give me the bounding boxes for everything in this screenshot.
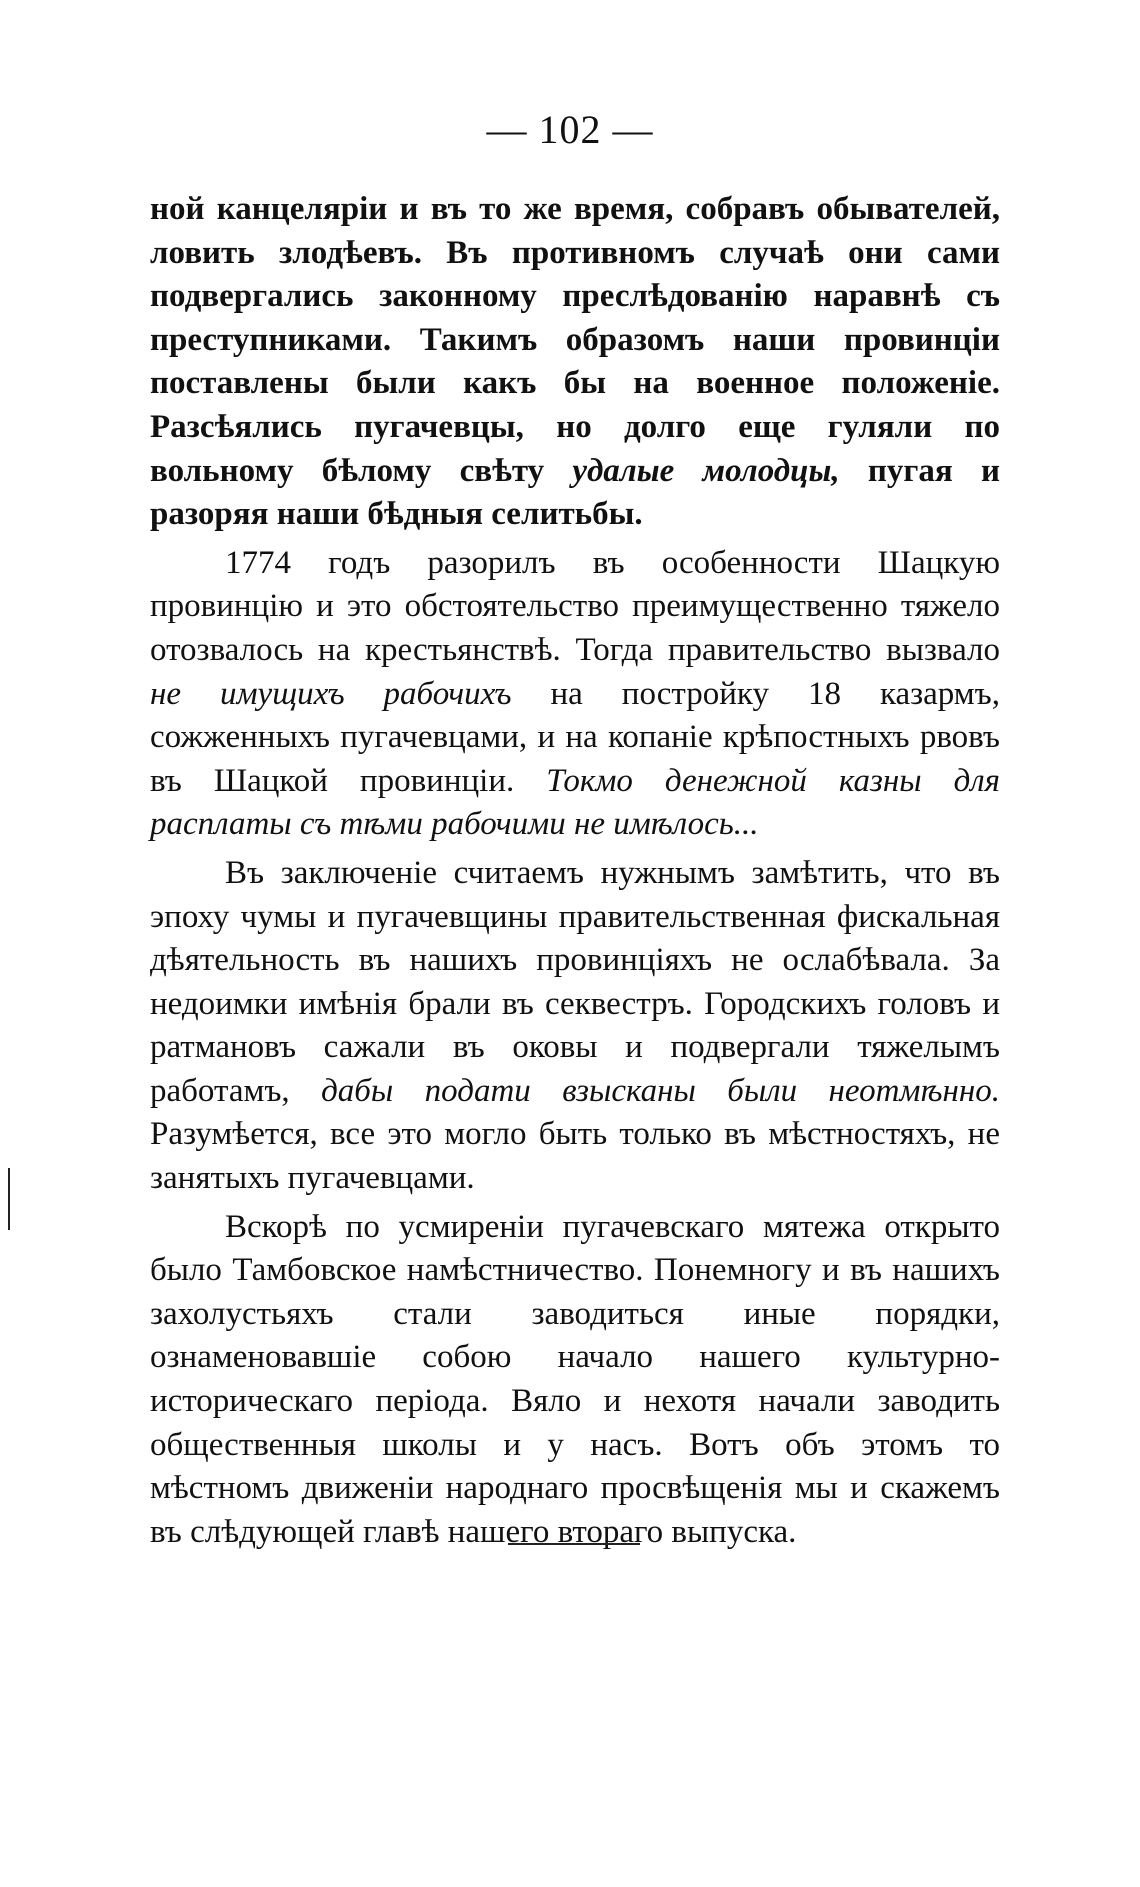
italic-phrase: удалые молодцы,: [572, 452, 840, 489]
italic-quote: Токмо денежной казны для расплаты съ тѣми рабочими не имѣлось...: [150, 762, 1000, 843]
paragraph-continuation: [150, 188, 1000, 537]
body-text: [150, 188, 1000, 1559]
paragraph-conclusion: [150, 852, 1000, 1201]
margin-mark: [8, 1168, 10, 1230]
paragraph-governorship: [150, 1206, 1000, 1555]
paragraph-text: Разумѣется, все это могло быть только въ мѣстностяхъ, не занятыхъ пугачевцами.: [150, 1116, 1000, 1197]
page-number: — 102 —: [486, 107, 654, 152]
italic-phrase: дабы подати взысканы были неотмѣнно.: [321, 1072, 1000, 1109]
paragraph-text: Вскорѣ по усмиреніи пугачевскаго мятежа открыто было Тамбовское намѣстничество. Понемногу и въ нашихъ захолустьяхъ стали заводиться иные порядки, ознаменовавшіе собою начало нашего культурно-историческаго періода. Вяло и нехотя начали заводить общественныя школы и у насъ. Вотъ объ этомъ то мѣстномъ движеніи народнаго просвѣщенія мы и скажемъ въ слѣдующей главѣ нашего втораго выпуска.: [150, 1208, 1000, 1550]
paragraph-text: 1774 годъ разорилъ въ особенности Шацкую провинцію и это обстоятельство преимущественно тяжело отозвалось на крестьянствѣ. Тогда правительство вызвало: [150, 544, 1000, 668]
paragraph-text: ной канцеляріи и въ то же время, собравъ обывателей, ловить злодѣевъ. Въ противномъ случаѣ они сами подвергались законному преслѣдованію наравнѣ съ преступниками. Такимъ образомъ наши провинціи поставлены были какъ бы на военное положеніе. Разсѣялись пугачевцы, но долго еще гуляли по вольному бѣлому свѣту: [150, 191, 1000, 489]
paragraph-text: на постройку 18 казармъ, сожженныхъ пугачевцами, и на копаніе крѣпостныхъ рвовъ въ Шацкой провинціи.: [150, 675, 1000, 799]
paragraph-1774: [150, 542, 1000, 847]
italic-phrase: не имущихъ рабочихъ: [150, 675, 512, 712]
end-rule: [508, 1543, 640, 1545]
paragraph-text: пугая и разоряя наши бѣдныя селитьбы.: [150, 452, 1001, 533]
paragraph-text: Въ заключеніе считаемъ нужнымъ замѣтить, что въ эпоху чумы и пугачевщины правительственная фискальная дѣятельность въ нашихъ провинціяхъ не ослабѣвала. За недоимки имѣнія брали въ секвестръ. Городскихъ головъ и ратмановъ сажали въ оковы и подвергали тяжелымъ работамъ,: [150, 854, 1000, 1109]
